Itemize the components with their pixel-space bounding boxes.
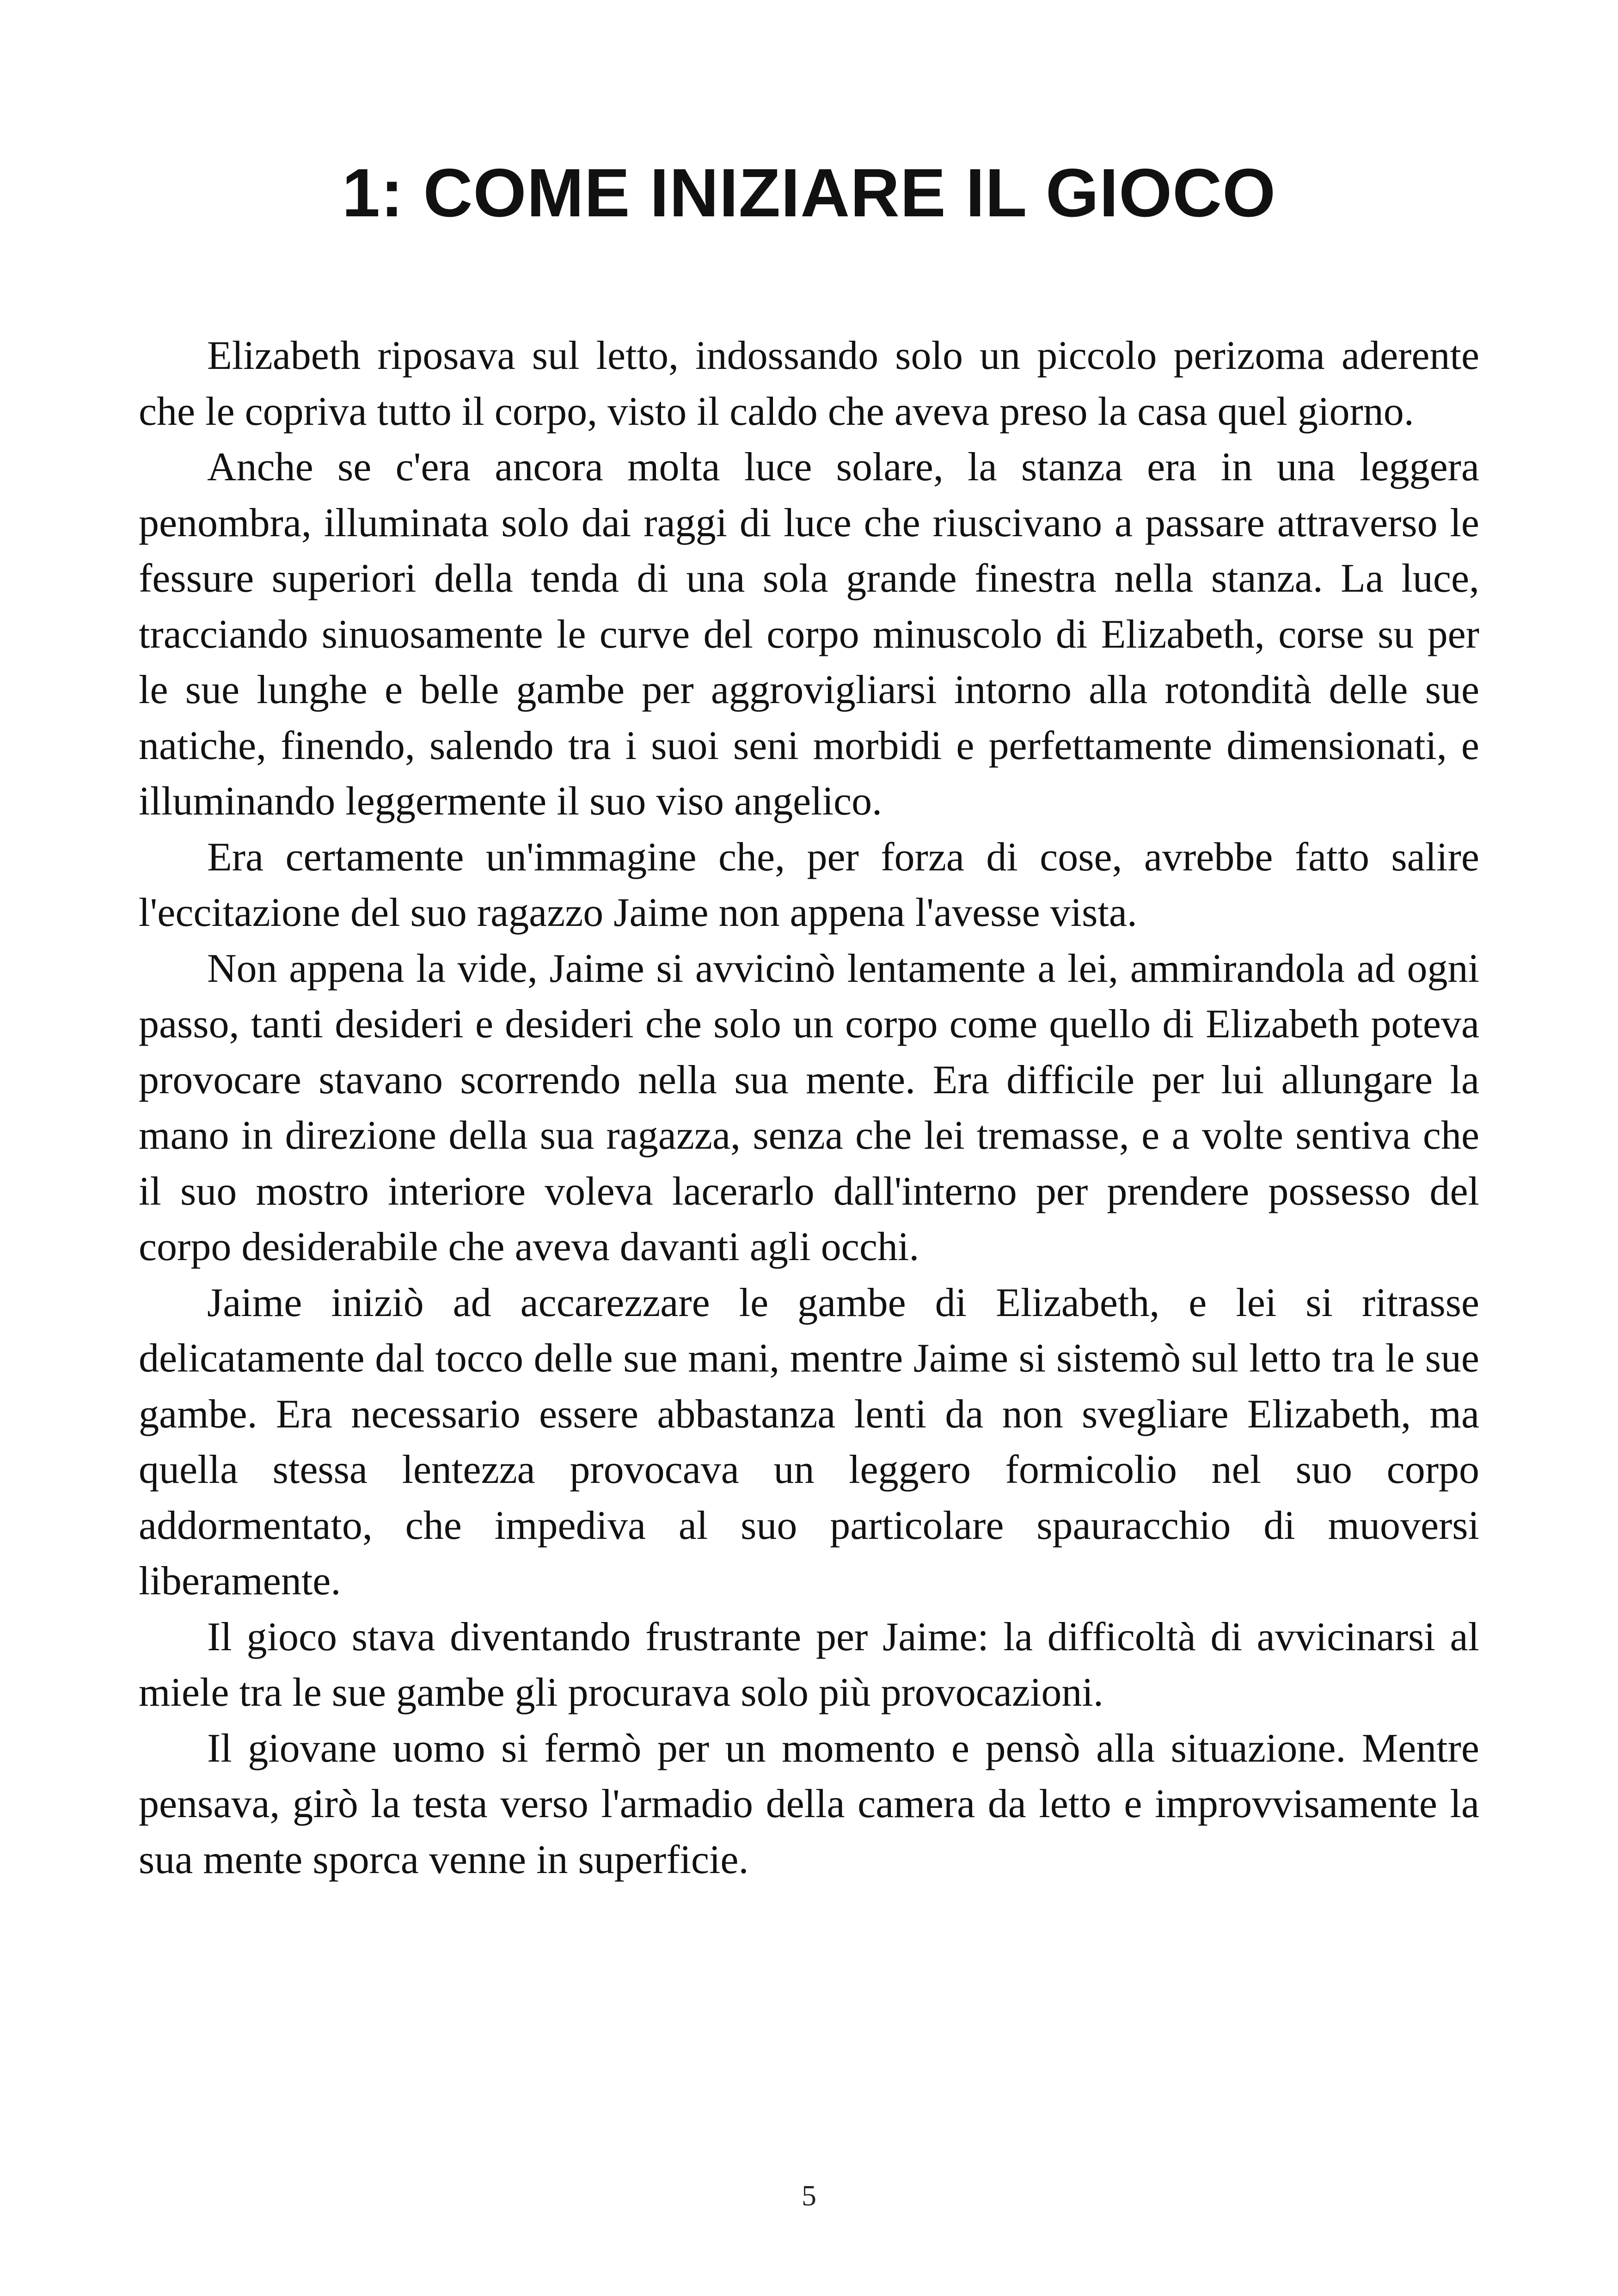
paragraph: Il giovane uomo si fermò per un momento e pensò alla situazione. Mentre pensava, girò la testa verso l'armadio della camera da letto e improvvisamente la sua mente sporca venne in superficie. bbox=[139, 1726, 1479, 1882]
paragraph: Era certamente un'immagine che, per forza di cose, avrebbe fatto salire l'eccitazione del suo ragazzo Jaime non appena l'avesse vista. bbox=[139, 834, 1479, 935]
chapter-title: 1: COME INIZIARE IL GIOCO bbox=[342, 155, 1276, 231]
paragraph: Il gioco stava diventando frustrante per Jaime: la difficoltà di avvicinarsi al miele tra le sue gambe gli procurava solo più provocazioni. bbox=[139, 1614, 1479, 1715]
paragraph: Elizabeth riposava sul letto, indossando solo un piccolo perizoma aderente che le copriva tutto il corpo, visto il caldo che aveva preso la casa quel giorno. bbox=[139, 333, 1479, 434]
page-number: 5 bbox=[802, 2179, 816, 2212]
paragraph: Non appena la vide, Jaime si avvicinò lentamente a lei, ammirandola ad ogni passo, tanti desideri e desideri che solo un corpo come quello di Elizabeth poteva provocare stavano scorrendo nella sua mente. Era difficile per lui allungare la mano in direzione della sua ragazza, senza che lei tremasse, e a volte sentiva che il suo mostro interiore voleva lacerarlo dall'interno per prendere possesso del corpo desiderabile che aveva davanti agli occhi. bbox=[139, 946, 1479, 1269]
paragraph: Jaime iniziò ad accarezzare le gambe di Elizabeth, e lei si ritrasse delicatamente dal tocco delle sue mani, mentre Jaime si sistemò sul letto tra le sue gambe. Era necessario essere abbastanza lenti da non svegliare Elizabeth, ma quella stessa lentezza provocava un leggero formicolio nel suo corpo addormentato, che impediva al suo particolare spauracchio di muoversi liberamente. bbox=[139, 1280, 1479, 1604]
chapter-body bbox=[139, 328, 1479, 1888]
paragraph: Anche se c'era ancora molta luce solare, la stanza era in una leggera penombra, illuminata solo dai raggi di luce che riuscivano a passare attraverso le fessure superiori della tenda di una sola grande finestra nella stanza. La luce, tracciando sinuosamente le curve del corpo minuscolo di Elizabeth, corse su per le sue lunghe e belle gambe per aggrovigliarsi intorno alla rotondità delle sue natiche, finendo, salendo tra i suoi seni morbidi e perfettamente dimensionati, e illuminando leggermente il suo viso angelico. bbox=[139, 445, 1479, 824]
